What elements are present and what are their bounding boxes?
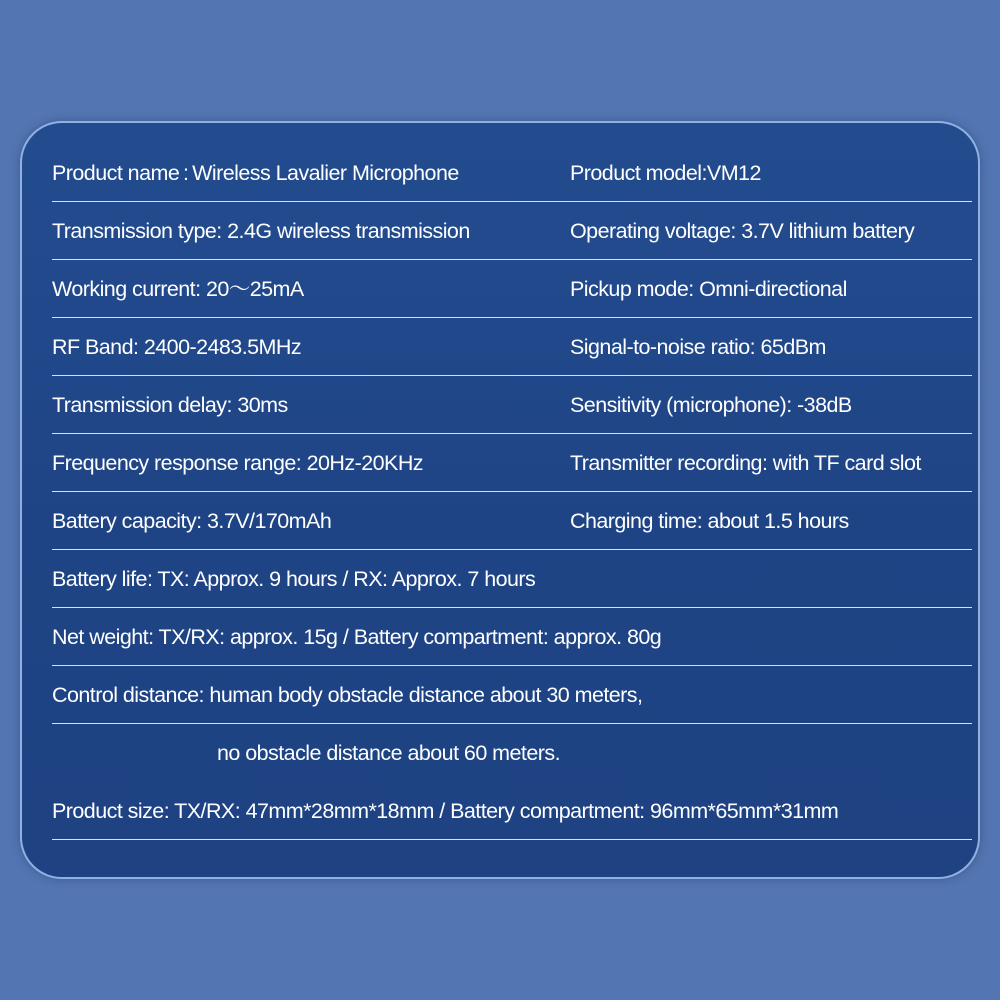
sensitivity-text: Sensitivity (microphone): -38dB <box>570 393 852 417</box>
control-distance-text: Control distance: human body obstacle distance about 30 meters, <box>52 683 643 707</box>
spec-card <box>20 121 980 879</box>
product-size-text: Product size: TX/RX: 47mm*28mm*18mm / Battery compartment: 96mm*65mm*31mm <box>52 799 839 823</box>
control-distance-cont-text: no obstacle distance about 60 meters. <box>217 741 560 765</box>
charging-time-text: Charging time: about 1.5 hours <box>570 509 849 533</box>
spec-row-control-distance <box>52 666 972 724</box>
battery-capacity-text: Battery capacity: 3.7V/170mAh <box>52 509 332 533</box>
working-current-text: Working current: 20〜25mA <box>52 277 304 301</box>
spec-row-current <box>52 260 972 318</box>
battery-life-text: Battery life: TX: Approx. 9 hours / RX: Approx. 7 hours <box>52 567 536 591</box>
rf-band-text: RF Band: 2400-2483.5MHz <box>52 335 302 359</box>
signal-to-noise-text: Signal-to-noise ratio: 65dBm <box>570 335 826 359</box>
transmission-type-text: Transmission type: 2.4G wireless transmission <box>52 219 470 243</box>
spec-row-transmission <box>52 202 972 260</box>
pickup-mode-text: Pickup mode: Omni-directional <box>570 277 847 301</box>
spec-row-product <box>52 144 972 202</box>
operating-voltage-text: Operating voltage: 3.7V lithium battery <box>570 219 915 243</box>
spec-row-battery <box>52 492 972 550</box>
frequency-response-text: Frequency response range: 20Hz-20KHz <box>52 451 423 475</box>
spec-row-weight <box>52 608 972 666</box>
transmitter-recording-text: Transmitter recording: with TF card slot <box>570 451 921 475</box>
product-model-text: Product model:VM12 <box>570 161 761 185</box>
spec-row-delay <box>52 376 972 434</box>
spec-row-frequency <box>52 434 972 492</box>
spec-row-battery-life <box>52 550 972 608</box>
transmission-delay-text: Transmission delay: 30ms <box>52 393 288 417</box>
spec-row-control-distance-cont <box>52 724 972 782</box>
net-weight-text: Net weight: TX/RX: approx. 15g / Battery compartment: approx. 80g <box>52 625 662 649</box>
spec-row-rf <box>52 318 972 376</box>
product-name-text: Product name : Wireless Lavalier Microphone <box>52 161 459 185</box>
spec-row-size <box>52 782 972 840</box>
